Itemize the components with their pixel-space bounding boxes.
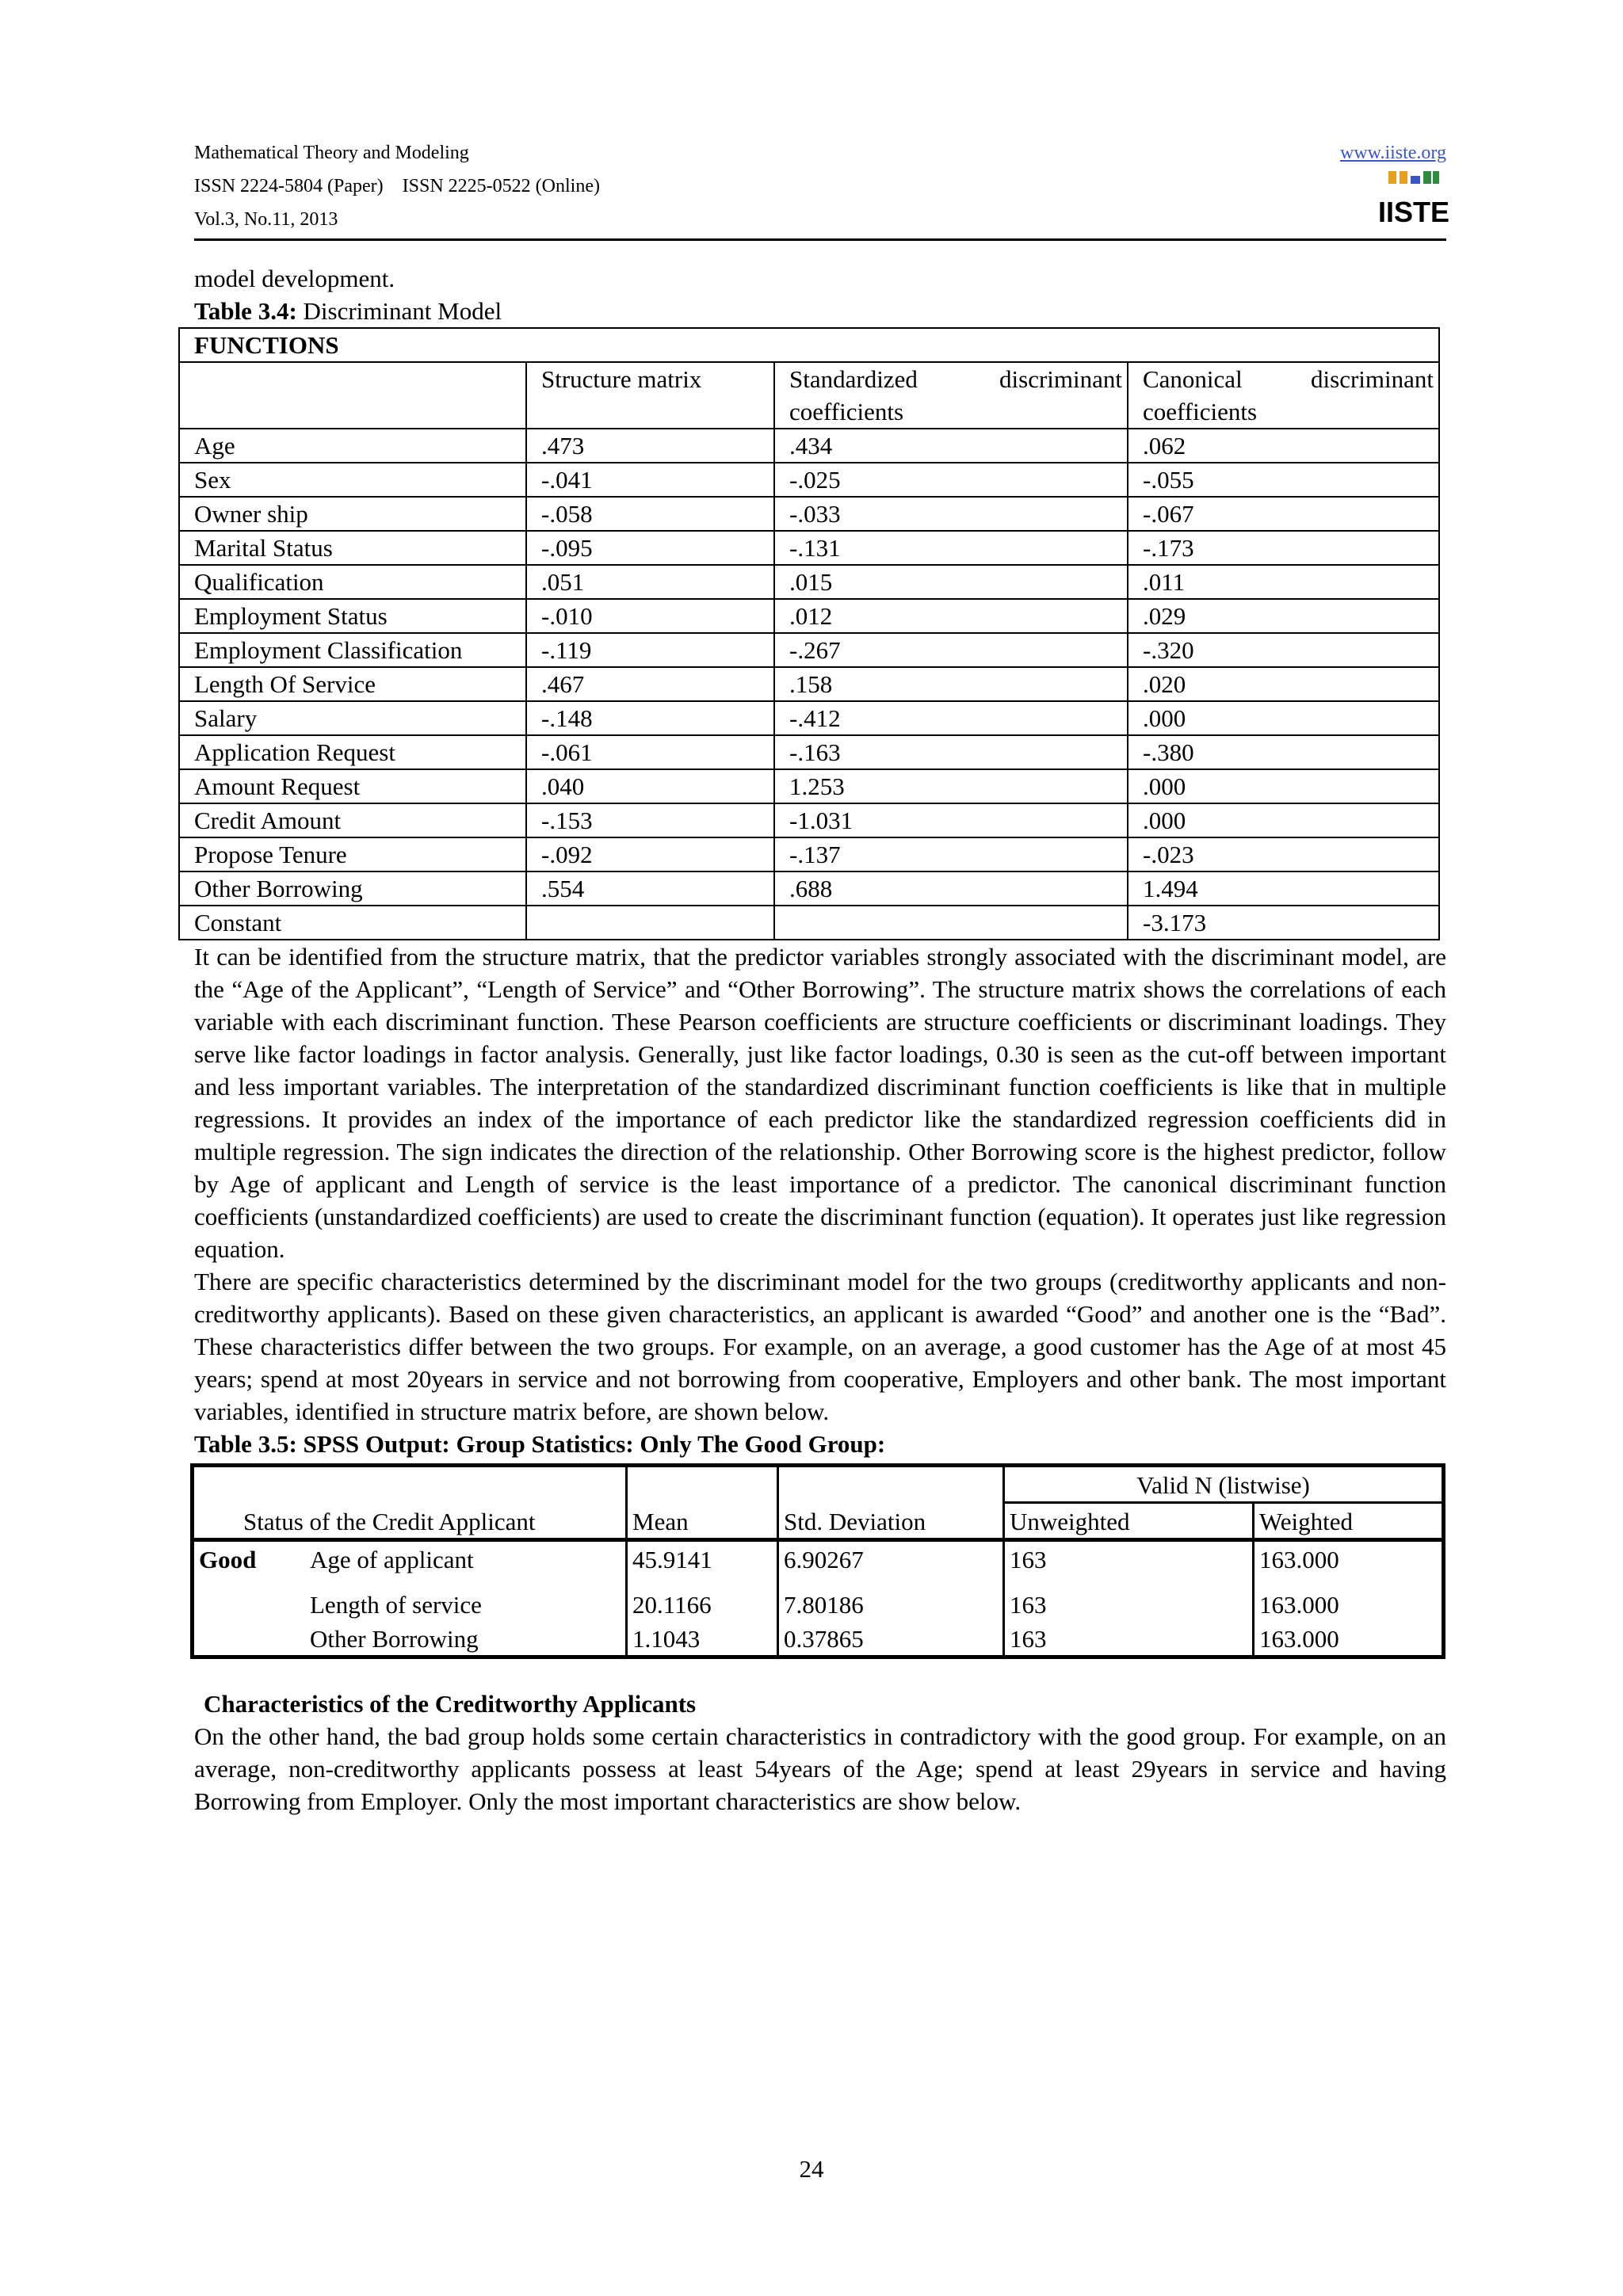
header-rule (194, 238, 1446, 241)
functions-header-text: FUNCTIONS (194, 331, 339, 359)
canonical-value: -.055 (1128, 463, 1439, 497)
iiste-logo (1377, 170, 1450, 228)
status-cell (193, 1621, 627, 1657)
table-row (193, 1540, 1444, 1577)
canonical-value: -3.173 (1128, 906, 1439, 940)
paragraph-structure-matrix: It can be identified from the structure matrix, that the predictor variables strongly associated with the discriminant model, are the “Age of the Applicant”, “Length of Service” and “Other Borrowing”. The structure matrix shows the correlations of each variable with each discriminant function. These Pearson coefficients are structure coefficients or discriminant loadings. They serve like factor loadings in factor analysis. Generally, just like factor loadings, 0.30 is seen as the cut-off between important and less important variables. The interpretation of the standardized discriminant function coefficients is like that in multiple regressions. It provides an index of the importance of each predictor like the standardized regression coefficients did in multiple regression. The sign indicates the direction of the relationship. Other Borrowing score is the highest predictor, follow by Age of applicant and Length of service is the least importance of a predictor. The canonical discriminant function coefficients (unstandardized coefficients) are used to create the discriminant function (equation). It operates just like regression equation. (194, 943, 1446, 1263)
unweighted-header: Unweighted (1004, 1503, 1254, 1540)
canonical-value: -.320 (1128, 633, 1439, 667)
status-header: Status of the Credit Applicant (243, 1508, 536, 1535)
unweighted-value: 163 (1004, 1621, 1254, 1657)
canonical-value: .000 (1128, 803, 1439, 837)
table-row (179, 701, 1439, 735)
header-canonical (1128, 362, 1439, 429)
structure-value: .040 (526, 769, 774, 803)
variable-name: Marital Status (179, 531, 526, 565)
variable-name: Employment Classification (179, 633, 526, 667)
mean-header: Mean (627, 1503, 778, 1540)
variable-name: Length Of Service (179, 667, 526, 701)
weighted-value: 163.000 (1254, 1576, 1444, 1621)
logo-wordmark: IISTE (1377, 196, 1450, 228)
mean-value: 1.1043 (627, 1621, 778, 1657)
valid-n-header: Valid N (listwise) (1004, 1466, 1444, 1503)
table-row (179, 599, 1439, 633)
group-statistics-body (193, 1540, 1444, 1657)
standardized-value: -.033 (774, 497, 1128, 531)
structure-value: -.095 (526, 531, 774, 565)
structure-value: -.092 (526, 837, 774, 871)
table-row (179, 531, 1439, 565)
section-heading (194, 1688, 1446, 1720)
group-statistics-table (190, 1463, 1445, 1659)
canonical-value: .000 (1128, 769, 1439, 803)
structure-value: .051 (526, 565, 774, 599)
table-header-row-1 (193, 1466, 1444, 1503)
structure-value: -.119 (526, 633, 774, 667)
variable-label: Length of service (310, 1591, 482, 1619)
status-cell (193, 1540, 627, 1577)
sd-value: 7.80186 (778, 1576, 1004, 1621)
standardized-value: -.163 (774, 735, 1128, 769)
journal-name: Mathematical Theory and Modeling (194, 143, 469, 163)
intro-fragment: model development. (194, 265, 395, 292)
variable-label: Age of applicant (310, 1546, 474, 1573)
weighted-value: 163.000 (1254, 1621, 1444, 1657)
table-row (179, 463, 1439, 497)
header-standardized-line2: coefficients (789, 398, 904, 425)
standardized-value: 1.253 (774, 769, 1128, 803)
weighted-value: 163.000 (1254, 1540, 1444, 1577)
table-row (179, 906, 1439, 940)
spacer (194, 1659, 1446, 1688)
table-row (179, 871, 1439, 906)
variable-name: Salary (179, 701, 526, 735)
discriminant-model-table (178, 327, 1440, 940)
table-row (179, 429, 1439, 463)
canonical-value: -.067 (1128, 497, 1439, 531)
variable-name: Application Request (179, 735, 526, 769)
issn-line: ISSN 2224-5804 (Paper) ISSN 2225-0522 (Online) (194, 176, 600, 196)
standardized-value: -1.031 (774, 803, 1128, 837)
variable-name: Propose Tenure (179, 837, 526, 871)
table-row (179, 735, 1439, 769)
paragraph-characteristics: There are specific characteristics determined by the discriminant model for the two groups (creditworthy applicants and non-creditworthy applicants). Based on these given characteristics, an applicant is awarded “Good” and another one is the “Bad”. These characteristics differ between the two groups. For example, on an average, a good customer has the Age of at most 45 years; spend at most 20years in service and not borrowing from cooperative, Employers and other bank. The most important variables, identified in structure matrix before, are shown below. (194, 1268, 1446, 1425)
page-number: 24 (799, 2155, 824, 2183)
structure-value: -.061 (526, 735, 774, 769)
canonical-value: 1.494 (1128, 871, 1439, 906)
weighted-header: Weighted (1254, 1503, 1444, 1540)
section-heading-text: Characteristics of the Creditworthy Applicants (204, 1690, 697, 1718)
table-header-row (179, 362, 1439, 429)
header-standardized-line1: Standardized discriminant (789, 365, 1122, 393)
table-body (179, 429, 1439, 940)
table-row (179, 837, 1439, 871)
caption-label: Table 3.4: (194, 297, 297, 325)
table-3-5-caption-text: Table 3.5: SPSS Output: Group Statistics: Only The Good Group: (194, 1430, 886, 1458)
sd-header: Std. Deviation (778, 1503, 1004, 1540)
variable-name: Age (179, 429, 526, 463)
paragraph-bad-group: On the other hand, the bad group holds some certain characteristics in contradictory with the good group. For example, on an average, non-creditworthy applicants possess at least 54years of the Age; spend at least 29years in service and having Borrowing from Employer. Only the most important characteristics are show below. (194, 1722, 1446, 1815)
table-row (179, 667, 1439, 701)
mean-value: 45.9141 (627, 1540, 778, 1577)
mean-header-top (627, 1466, 778, 1503)
structure-value: -.148 (526, 701, 774, 735)
website-link[interactable]: www.iiste.org (1340, 143, 1446, 163)
running-header (194, 136, 600, 236)
standardized-value: -.267 (774, 633, 1128, 667)
standardized-value: .158 (774, 667, 1128, 701)
standardized-value: .015 (774, 565, 1128, 599)
canonical-value: -.023 (1128, 837, 1439, 871)
variable-label: Other Borrowing (310, 1625, 479, 1653)
table-row (179, 497, 1439, 531)
header-canonical-line1: Canonical discriminant (1143, 365, 1434, 393)
mean-value: 20.1166 (627, 1576, 778, 1621)
header-blank (179, 362, 526, 429)
standardized-value: .688 (774, 871, 1128, 906)
volume-line: Vol.3, No.11, 2013 (194, 209, 338, 230)
table-row (179, 633, 1439, 667)
variable-name: Other Borrowing (179, 871, 526, 906)
standardized-value (774, 906, 1128, 940)
table-3-5-caption (194, 1428, 1446, 1460)
variable-name: Qualification (179, 565, 526, 599)
structure-value: .467 (526, 667, 774, 701)
standardized-value: .012 (774, 599, 1128, 633)
standardized-value: .434 (774, 429, 1128, 463)
group-label: Good (199, 1546, 257, 1573)
variable-name: Employment Status (179, 599, 526, 633)
table-3-4-caption (194, 295, 1446, 327)
header-canonical-line2: coefficients (1143, 398, 1258, 425)
unweighted-value: 163 (1004, 1540, 1254, 1577)
caption-text: Discriminant Model (296, 297, 502, 325)
variable-name: Amount Request (179, 769, 526, 803)
canonical-value: .062 (1128, 429, 1439, 463)
variable-name: Owner ship (179, 497, 526, 531)
table-row (179, 769, 1439, 803)
status-cell (193, 1576, 627, 1621)
table-row (179, 803, 1439, 837)
header-structure: Structure matrix (526, 362, 774, 429)
sd-header-top (778, 1466, 1004, 1503)
structure-value: .554 (526, 871, 774, 906)
canonical-value: .029 (1128, 599, 1439, 633)
table-row (179, 565, 1439, 599)
page-content (194, 262, 1446, 1817)
unweighted-value: 163 (1004, 1576, 1254, 1621)
canonical-value: -.380 (1128, 735, 1439, 769)
sd-value: 6.90267 (778, 1540, 1004, 1577)
variable-name: Sex (179, 463, 526, 497)
structure-value: .473 (526, 429, 774, 463)
structure-value (526, 906, 774, 940)
variable-name: Constant (179, 906, 526, 940)
canonical-value: .011 (1128, 565, 1439, 599)
structure-value: -.041 (526, 463, 774, 497)
sd-value: 0.37865 (778, 1621, 1004, 1657)
table-row (179, 328, 1439, 362)
status-header-cell (193, 1466, 627, 1540)
variable-name: Credit Amount (179, 803, 526, 837)
structure-value: -.153 (526, 803, 774, 837)
standardized-value: -.137 (774, 837, 1128, 871)
canonical-value: .020 (1128, 667, 1439, 701)
canonical-value: -.173 (1128, 531, 1439, 565)
standardized-value: -.025 (774, 463, 1128, 497)
standardized-value: -.412 (774, 701, 1128, 735)
structure-value: -.058 (526, 497, 774, 531)
canonical-value: .000 (1128, 701, 1439, 735)
table-row (193, 1621, 1444, 1657)
header-standardized (774, 362, 1128, 429)
table-row (193, 1576, 1444, 1621)
structure-value: -.010 (526, 599, 774, 633)
standardized-value: -.131 (774, 531, 1128, 565)
functions-header (179, 328, 1439, 362)
